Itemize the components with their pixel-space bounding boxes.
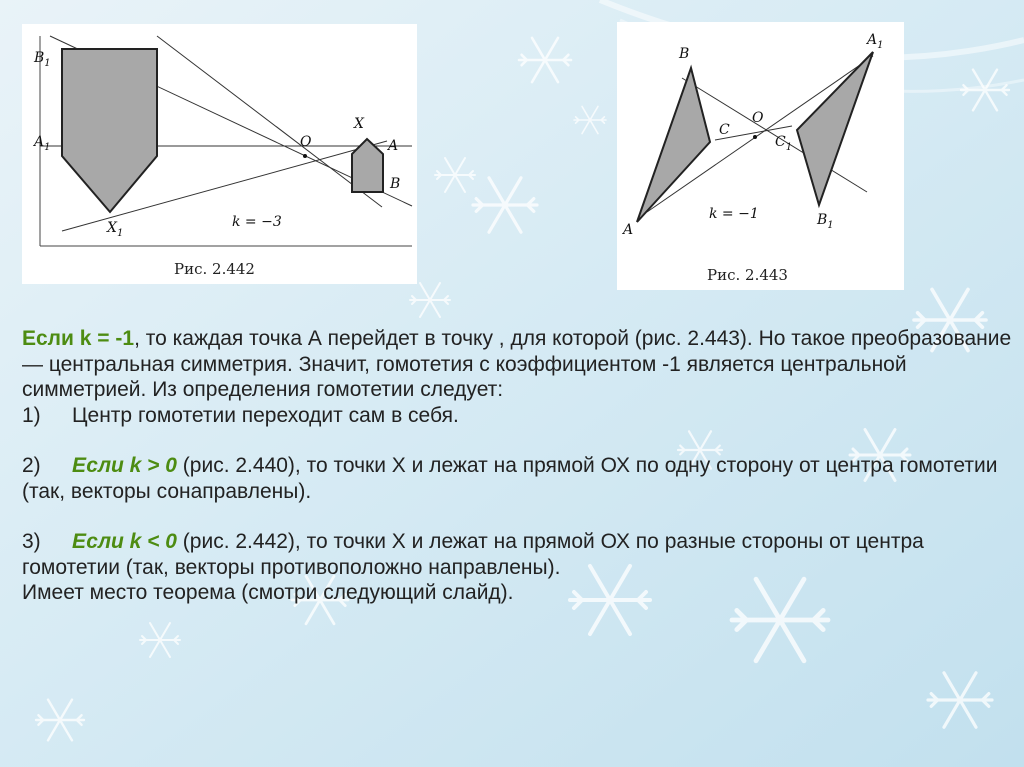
- figure-caption: Рис. 2.442: [174, 260, 255, 278]
- svg-text:X: X: [354, 116, 364, 132]
- highlight-k-minus-1: Если k = -1: [22, 327, 135, 350]
- svg-text:C1: $C_1$: [775, 134, 793, 153]
- svg-text:A1: $A_1$: [867, 32, 884, 51]
- k-label: k = −3: [232, 214, 282, 230]
- svg-text:A1: $A_1$: [34, 134, 51, 153]
- k-label: k = −1: [709, 206, 759, 222]
- svg-text:B: B: [390, 176, 401, 192]
- list-item-1: 1) Центр гомотетии переходит сам в себя.: [22, 403, 459, 427]
- svg-text:B1: $B_1$: [817, 212, 834, 231]
- intro-paragraph: Если k = -1, то каждая точка А перейдет в точку , для которой (рис. 2.443). Но такое преобразование — центральная симметрия. Значит, гомотетия с коэффициентом -1 является центральной симметрией. Из определения гомотетии следует:: [22, 327, 1012, 401]
- svg-text:X1: $X_1$: [107, 220, 124, 239]
- center-label-o: O: [300, 134, 312, 150]
- slide-text: [22, 326, 1012, 606]
- svg-text:A: A: [388, 138, 399, 154]
- highlight-k-negative: Если k < 0: [72, 530, 177, 553]
- list-item-2: 2) Если k > 0 (рис. 2.440), то точки Х и лежат на прямой ОХ по одну сторону от центра гомотетии (так, векторы сонаправлены).: [22, 454, 998, 503]
- figure-2-443: [617, 22, 904, 290]
- figure-2-442: [22, 24, 417, 284]
- svg-text:O: O: [752, 110, 764, 126]
- highlight-k-positive: Если k > 0: [72, 454, 177, 477]
- svg-text:B: B: [679, 46, 690, 62]
- svg-text:B1: $B_1$: [34, 50, 51, 69]
- svg-text:C: C: [719, 122, 730, 138]
- closing-line: Имеет место теорема (смотри следующий слайд).: [22, 581, 514, 604]
- list-item-3: 3) Если k < 0 (рис. 2.442), то точки Х и лежат на прямой ОХ по разные стороны от центра гомотетии (так, векторы противоположно направлены).: [22, 530, 924, 579]
- figure-caption: Рис. 2.443: [707, 266, 788, 284]
- svg-text:A: A: [623, 222, 634, 238]
